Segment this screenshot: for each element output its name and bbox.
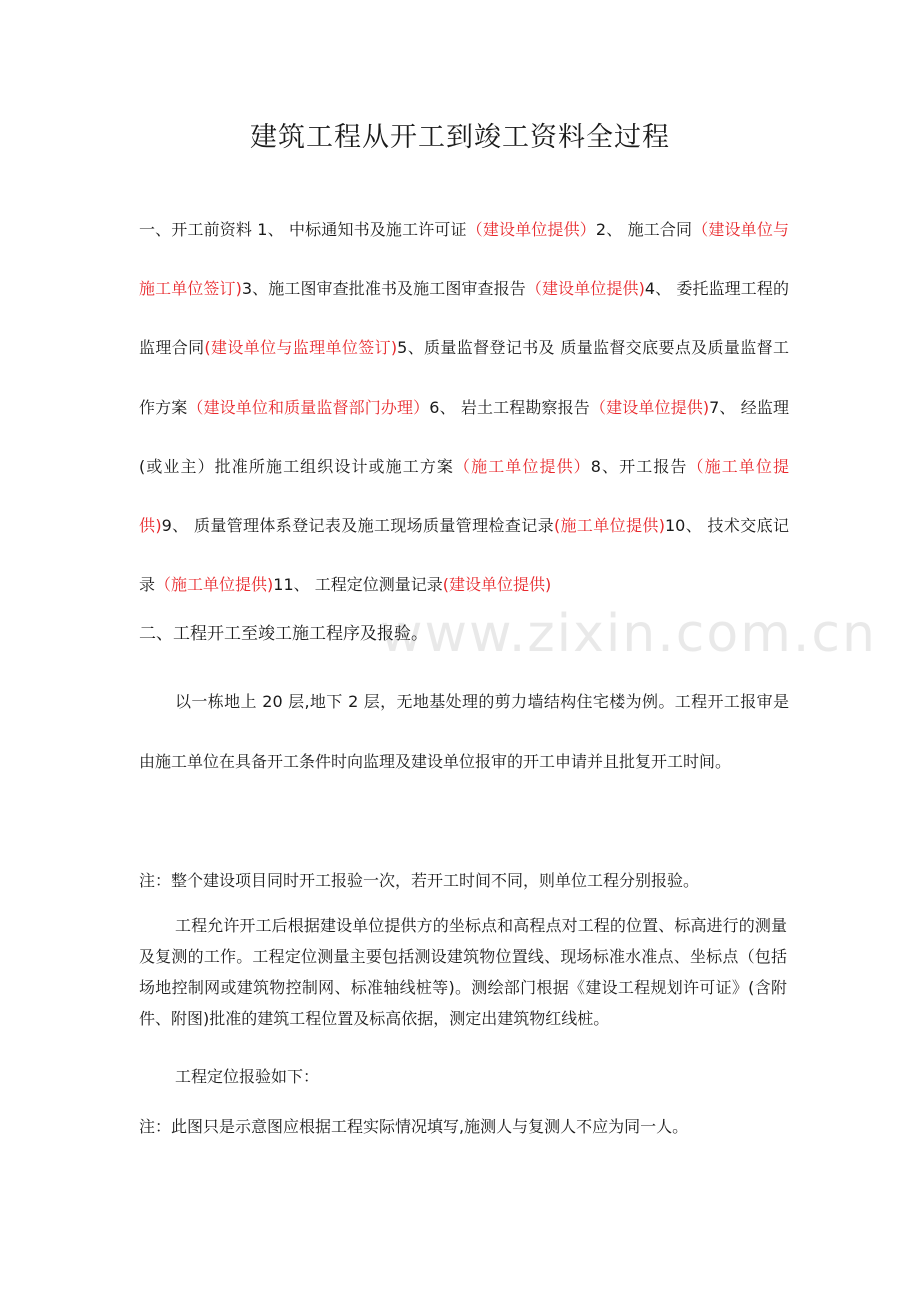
paragraph-example: 以一栋地上 20 层,地下 2 层，无地基处理的剪力墙结构住宅楼为例。工程开工报审是由施工单位在具备开工条件时向监理及建设单位报审的开工申请并且批复开工时间。 (139, 692, 789, 771)
text-segment: 4、 委托监理工程的监理合同 (139, 279, 789, 358)
responsible-party: （施工单位提供） (454, 456, 591, 476)
text-segment: 11、 工程定位测量记录 (273, 575, 443, 595)
responsible-party: （建设单位提供) (589, 397, 710, 417)
watermark: www.zixin.com.cn (380, 604, 877, 664)
text-segment: 9、 质量管理体系登记表及施工现场质量管理检查记录 (161, 516, 554, 536)
responsible-party: （建设单位提供) (525, 279, 645, 299)
text-segment: 7、 经监理(或业主）批准所施工组织设计或施工方案 (139, 397, 789, 476)
text-segment: 10、 技术交底记录 (139, 516, 789, 595)
text-segment: 3、施工图审查批准书及施工图审查报告 (241, 279, 526, 299)
text-segment: 8、开工报告 (590, 456, 688, 476)
responsible-party: （施工单位提供) (139, 456, 789, 536)
responsible-party: (建设单位提供) (442, 575, 552, 595)
text-segment: 一、开工前资料 1、 中标通知书及施工许可证 (139, 220, 467, 239)
text-segment: 5、质量监督登记书及 质量监督交底要点及质量监督工作方案 (139, 338, 789, 417)
responsible-party: （建设单位提供） (466, 220, 596, 239)
responsible-party: （施工单位提供) (155, 575, 274, 595)
document-title: 建筑工程从开工到竣工资料全过程 (250, 122, 670, 153)
paragraph-positioning-label: 工程定位报验如下： (175, 1067, 320, 1086)
section-2-heading: 二、工程开工至竣工施工程序及报验。 (139, 624, 428, 644)
paragraph-survey: 工程允许开工后根据建设单位提供方的坐标点和高程点对工程的位置、标高进行的测量及复测的工作。工程定位测量主要包括测设建筑物位置线、现场标准水准点、坐标点（包括场地控制网或建筑物控制网、标准轴线桩等)。测绘部门根据《建设工程规划许可证》(含附件、附图)批准的建筑工程位置及标高依据，测定出建筑物红线桩。 (139, 916, 787, 1028)
note-1: 注：整个建设项目同时开工报验一次，若开工时间不同，则单位工程分别报验。 (139, 871, 700, 890)
responsible-party: （建设单位与施工单位签订) (139, 220, 789, 299)
responsible-party: （建设单位和质量监督部门办理） (187, 397, 430, 417)
text-segment: 2、 施工合同 (595, 220, 693, 239)
note-2: 注：此图只是示意图应根据工程实际情况填写,施测人与复测人不应为同一人。 (139, 1117, 689, 1136)
section-pre-construction-materials (139, 200, 789, 614)
text-segment: 6、 岩土工程勘察报告 (429, 397, 590, 417)
responsible-party: (施工单位提供) (553, 516, 665, 536)
responsible-party: (建设单位与监理单位签订) (204, 338, 398, 358)
